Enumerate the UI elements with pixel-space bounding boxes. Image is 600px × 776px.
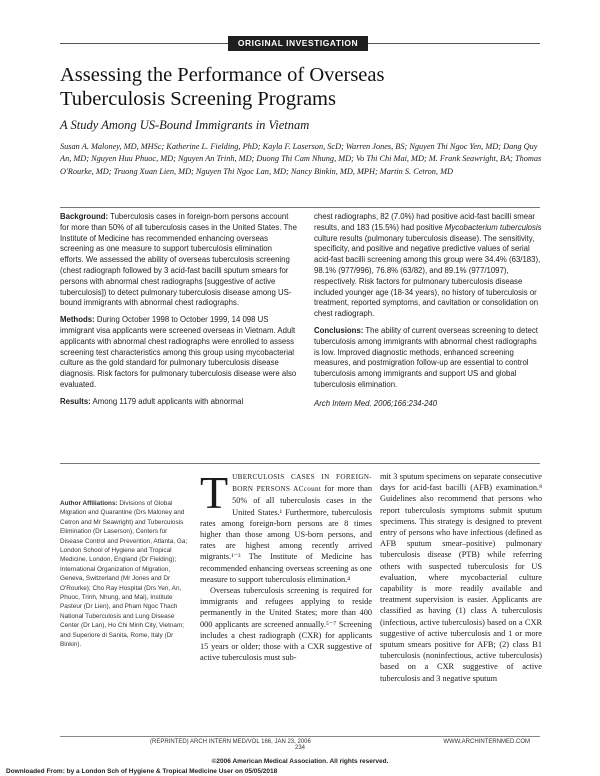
background-label: Background:: [60, 212, 109, 221]
journal-line: (REPRINTED) ARCH INTERN MED/VOL 166, JAN 23, 2006: [150, 739, 311, 745]
author-affiliations: [60, 499, 188, 650]
abstract-top-rule: [60, 207, 540, 208]
download-note: Downloaded From: by a London Sch of Hygiene & Tropical Medicine User on 05/05/2018: [6, 768, 278, 775]
author-list: Susan A. Maloney, MD, MHSc; Katherine L. Fielding, PhD; Kayla F. Laserson, ScD; Warren Jones, BS; Nguyen Thi Ngoc Yen, MD; Dang Quy An, MD; Nguyen Huu Phuoc, MD; Nguyen An Trinh, MD; Duong Thi Cam Nhung, MD; Vo Thi Chi Mai, MD; M. Frank Seawright, BA; Thomas O'Rourke, MD; Truong Xuan Lien, MD; Nguyen Thi Ngoc Lan, MD; Nancy Binkin, MD, MPH; Martin S. Cetron, MD: [60, 142, 542, 176]
title-line-2: Tuberculosis Screening Programs: [60, 88, 336, 110]
affiliations-text: Divisions of Global Migration and Quarantine (Drs Maloney and Cetron and Mr Seawright) and Tuberculosis Elimination (Dr Laserson), Centers for Disease Control and Prevention, Atlanta, Ga; London School of Hygiene and Tropical Medicine, London, England (Dr Fielding); International Organization of Migration, Geneva, Switzerland (Mr Jones and Dr O'Rourke); Cho Ray Hospital (Drs Yen, An, Phuoc, Trinh, Nhung, and Mai), Institute Pasteur (Dr Lien), and Pham Ngoc Thach National Tuberculosis and Lung Disease Center (Dr Lan), Ho Chi Minh City, Vietnam; and Superiore di Sanita, Rome, Italy (Dr Binkin).: [60, 500, 188, 649]
abstract-right-column: [314, 212, 542, 416]
p1-text: for more than 50% of all tuberculosis cases in the United States.¹ Furthermore, tuberculosis rates among foreign-born persons are 8 times higher than those among US-born persons, and rates are highest among recently arrived migrants.¹⁻³ The Institute of Medicine has recommended enhancing overseas screening as one measure to support tuberculosis elimination.⁴: [200, 484, 372, 584]
article-title: [60, 63, 540, 111]
body-column-2: [200, 467, 372, 663]
page-number: 234: [294, 745, 305, 751]
results-text: Among 1179 adult applicants with abnormal: [90, 396, 244, 406]
conclusions-label: Conclusions:: [314, 325, 364, 335]
abstract-results-continued: [314, 212, 542, 320]
body-paragraph-3: mit 3 sputum specimens on separate consecutive days for acid-fast bacilli (AFB) examination.⁸ Guidelines also recommend that persons who report tuberculosis symptoms submit sputum specimens. This strategy is designed to prevent entry of persons who have infectious (defined as AFB sputum smear–positive) pulmonary tuberculosis disease (PTB) while referring others with suspected tuberculosis for US evaluation, where mycobacterial culture capability is more readily available and treatment supervision is easier. Applicants are classified as having (1) class A tuberculosis (infectious, active tuberculosis) based on a CXR suggestive of active tuberculosis and 1 or more sputum smears positive for AFB; (2) class B1 tuberculosis (noninfectious, active tuberculosis) based on a CXR suggestive of active tuberculosis and 3 negative sputum: [380, 472, 542, 683]
conclusions-text: The ability of current overseas screening to detect tuberculosis among immigrants with abnormal chest radiographs is low. Improved diagnostic methods, enhanced screening measures, and postmigration follow-up are essential to control tuberculosis among immigrants and support US and global tuberculosis elimination.: [314, 325, 538, 389]
body-paragraph-1: [200, 467, 372, 585]
body-column-3: [380, 471, 542, 684]
copyright: ©2006 American Medical Association. All rights reserved.: [211, 758, 389, 765]
abstract-background: [60, 212, 297, 309]
drop-cap: T: [200, 467, 229, 518]
abstract-bottom-rule: [60, 463, 540, 464]
results-cont-pre: chest radiographs, 82 (7.0%) had positive acid-fast bacilli smear results, and 183 (15.5%) had positive: [314, 212, 536, 232]
background-text: Tuberculosis cases in foreign-born persons account for more than 50% of all tuberculosis cases in the United States. The Institute of Medicine has recommended enhancing overseas screening as one measure to support tuberculosis elimination efforts. We assessed the ability of overseas tuberculosis screening (chest radiograph followed by 3 acid-fast bacilli sputum smears for persons with abnormal chest radiographs [suggestive of active tuberculosis]) to detect pulmonary tuberculosis disease among US-bound immigrants with abnormal chest radiographs.: [60, 212, 297, 308]
results-label: Results:: [60, 396, 91, 406]
abstract-results: [60, 397, 297, 408]
affiliations-label: Author Affiliations:: [60, 500, 118, 507]
results-cont-italic: Mycobacterium tuberculosis: [444, 222, 542, 232]
body-paragraph-2: Overseas tuberculosis screening is required for immigrants and refugees applying to reside permanently in the United States; more than 400 000 applicants are screened annually.⁵⁻⁷ Screening includes a chest radiograph (CXR) for applicants 15 years or older; those with a CXR suggestive of active tuberculosis must sub-: [200, 586, 372, 663]
methods-label: Methods:: [60, 315, 95, 325]
abstract-left-column: [60, 212, 297, 414]
abstract-conclusions: [314, 326, 542, 391]
results-cont-post: culture results (pulmonary tuberculosis disease). The sensitivity, specificity, and positive and negative predictive values of serial acid-fast bacilli screening among this group were 34.4% (63/183), 98.1% (977/996), 76.8% (63/82), and 89.1% (977/1097), respectively. Risk factors for pulmonary tuberculosis disease included younger age (18-34 years), no history of tuberculosis or treatment, reported symptoms, and cavitation or consolidation on chest radiograph.: [314, 233, 541, 319]
footer-rule: [60, 736, 540, 737]
title-line-1: Assessing the Performance of Overseas: [60, 64, 385, 86]
article-subtitle: A Study Among US-Bound Immigrants in Vietnam: [60, 118, 310, 132]
p1-smallcaps: UBERCULOSIS CASES IN FOREIGN-BORN PERSONS ACcount: [232, 473, 372, 494]
section-label: ORIGINAL INVESTIGATION: [228, 36, 368, 51]
abstract-methods: [60, 315, 297, 391]
website-link[interactable]: WWW.ARCHINTERNMED.COM: [443, 739, 530, 745]
methods-text: During October 1998 to October 1999, 14 098 US immigrant visa applicants were screened overseas in Vietnam. Adult applicants with abnormal chest radiographs were enrolled to assess screening test characteristics among this group using mycobacterial culture as the gold standard for pulmonary tuberculosis disease diagnosis. Risk factors for pulmonary tuberculosis disease were also evaluated.: [60, 315, 297, 389]
citation: Arch Intern Med. 2006;166:234-240: [314, 398, 438, 408]
